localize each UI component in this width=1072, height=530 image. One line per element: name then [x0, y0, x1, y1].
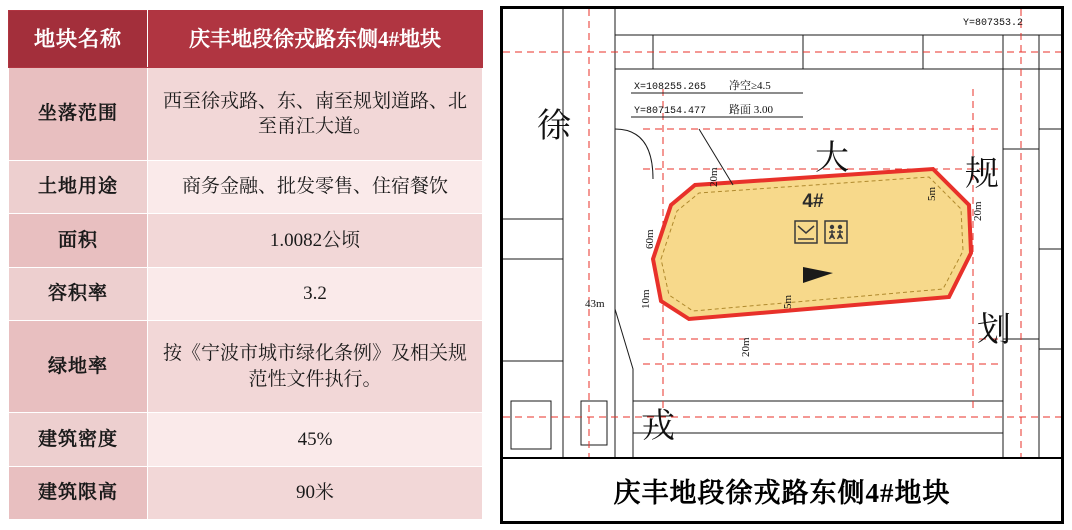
map-panel: [500, 6, 1064, 524]
map-caption: 庆丰地段徐戎路东侧4#地块: [503, 457, 1061, 521]
parcel-info-table: [8, 10, 483, 520]
table-row: [9, 413, 483, 466]
street-label-xu: 徐: [537, 108, 571, 145]
table-row: [9, 68, 483, 161]
row-label-landuse: 土地用途: [9, 161, 148, 214]
dimension-label: 5m: [782, 294, 794, 309]
row-value-location: 西至徐戎路、东、南至规划道路、北至甬江大道。: [148, 68, 483, 161]
map-canvas: [503, 9, 1061, 457]
table-header-label: 地块名称: [9, 11, 148, 68]
dimension-label: 10m: [640, 289, 652, 309]
row-value-density: 45%: [148, 413, 483, 466]
row-label-location: 坐落范围: [9, 68, 148, 161]
table-row: [9, 161, 483, 214]
coordinate-y-top-label: Y=807353.2: [963, 18, 1024, 29]
dimension-label: 43m: [585, 298, 605, 310]
clearance-label: 净空≥4.5: [729, 80, 771, 92]
coordinate-x-label: X=108255.265: [634, 82, 707, 93]
row-label-heightlimit: 建筑限高: [9, 466, 148, 519]
parcel-label: 4#: [802, 191, 824, 212]
row-value-area: 1.0082公顷: [148, 214, 483, 267]
row-label-density: 建筑密度: [9, 413, 148, 466]
table-row: [9, 214, 483, 267]
table-row: [9, 267, 483, 320]
row-label-greenratio: 绿地率: [9, 320, 148, 413]
row-value-landuse: 商务金融、批发零售、住宿餐饮: [148, 161, 483, 214]
row-value-far: 3.2: [148, 267, 483, 320]
road-surface-label: 路面 3.00: [729, 104, 773, 116]
street-label-rong: 戎: [641, 408, 675, 445]
dimension-label: 20m: [972, 201, 984, 221]
dimension-label: 20m: [740, 337, 752, 357]
row-value-heightlimit: 90米: [148, 466, 483, 519]
dimension-label: 60m: [644, 229, 656, 249]
coordinate-y-label: Y=807154.477: [634, 106, 707, 117]
dimension-label: 5m: [926, 186, 938, 201]
dimension-label: 20m: [708, 167, 720, 187]
table-row: [9, 466, 483, 519]
table-header-value: 庆丰地段徐戎路东侧4#地块: [148, 11, 483, 68]
row-value-greenratio: 按《宁波市城市绿化条例》及相关规范性文件执行。: [148, 320, 483, 413]
row-label-area: 面积: [9, 214, 148, 267]
street-label-da: 大: [815, 140, 849, 177]
street-label-gui: 规: [965, 156, 999, 193]
table-header-row: [9, 11, 483, 68]
table-row: [9, 320, 483, 413]
row-label-far: 容积率: [9, 267, 148, 320]
street-label-hua: 划: [977, 312, 1011, 349]
